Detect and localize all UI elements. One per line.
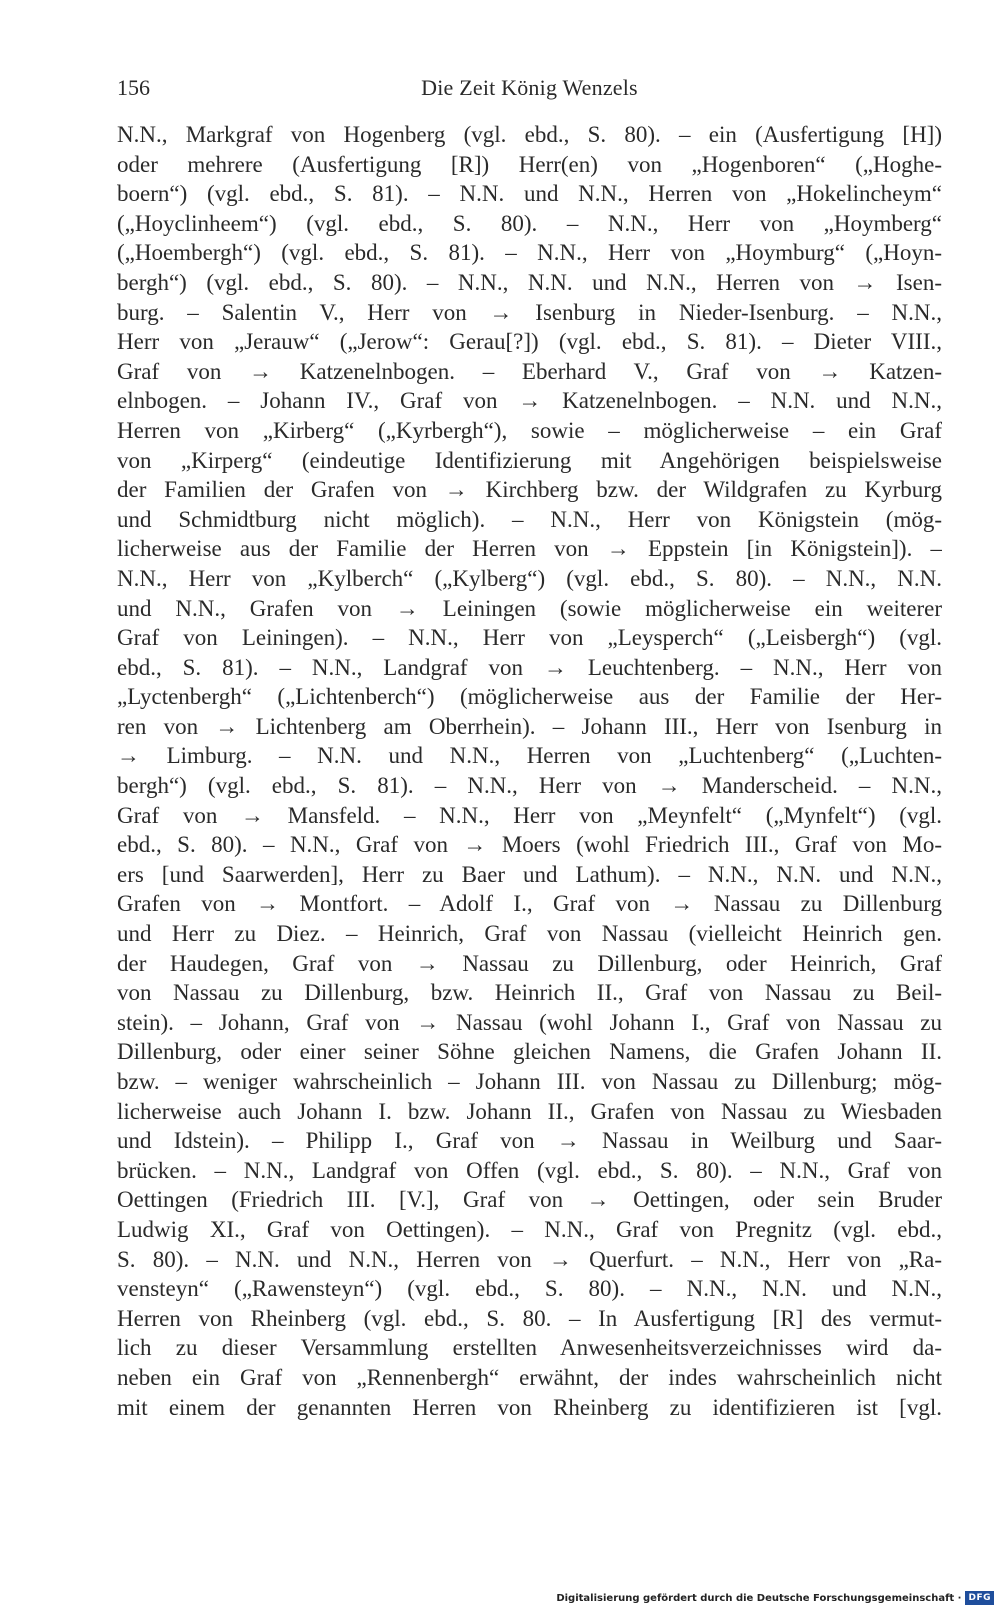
- text-line: Herr von „Jerauw“ („Jerow“: Gerau[?]) (vgl. ebd., S. 81). – Dieter VIII.,: [117, 329, 942, 355]
- text-line: N.N., Herr von „Kylberch“ („Kylberg“) (vgl. ebd., S. 80). – N.N., N.N.: [117, 565, 942, 591]
- text-line: Graf von → Katzenelnbogen. – Eberhard V., Graf von → Katzen-: [117, 358, 942, 384]
- text-line: Dillenburg, oder einer seiner Söhne gleichen Namens, die Grafen Johann II.: [117, 1039, 942, 1065]
- text-line: („Hoyclinheem“) (vgl. ebd., S. 80). – N.N., Herr von „Hoymberg“: [117, 210, 942, 236]
- text-line: von Nassau zu Dillenburg, bzw. Heinrich II., Graf von Nassau zu Beil-: [117, 980, 942, 1006]
- text-line: bergh“) (vgl. ebd., S. 81). – N.N., Herr von → Manderscheid. – N.N.,: [117, 773, 942, 799]
- text-line: licherweise aus der Familie der Herren von → Eppstein [in Königstein]). –: [117, 536, 942, 562]
- text-line: boern“) (vgl. ebd., S. 81). – N.N. und N.N., Herren von „Hokelincheym“: [117, 181, 942, 207]
- text-line: bergh“) (vgl. ebd., S. 80). – N.N., N.N. und N.N., Herren von → Isen-: [117, 269, 942, 295]
- text-line: oder mehrere (Ausfertigung [R]) Herr(en) von „Hogenboren“ („Hoghe-: [117, 151, 942, 177]
- text-line: und Herr zu Diez. – Heinrich, Graf von Nassau (vielleicht Heinrich gen.: [117, 921, 942, 947]
- text-line: elnbogen. – Johann IV., Graf von → Katzenelnbogen. – N.N. und N.N.,: [117, 388, 942, 414]
- text-line: und Idstein). – Philipp I., Graf von → Nassau in Weilburg und Saar-: [117, 1128, 942, 1154]
- text-line: ren von → Lichtenberg am Oberrhein). – Johann III., Herr von Isenburg in: [117, 713, 942, 739]
- text-line: der Haudegen, Graf von → Nassau zu Dillenburg, oder Heinrich, Graf: [117, 950, 942, 976]
- text-line: Grafen von → Montfort. – Adolf I., Graf von → Nassau zu Dillenburg: [117, 891, 942, 917]
- text-line: von „Kirperg“ (eindeutige Identifizierung mit Angehörigen beispielsweise: [117, 447, 942, 473]
- digitization-credit: [556, 1591, 994, 1605]
- text-line: bzw. – weniger wahrscheinlich – Johann III. von Nassau zu Dillenburg; mög-: [117, 1069, 942, 1094]
- text-line: brücken. – N.N., Landgraf von Offen (vgl. ebd., S. 80). – N.N., Graf von: [117, 1157, 942, 1183]
- text-line: ebd., S. 80). – N.N., Graf von → Moers (wohl Friedrich III., Graf von Mo-: [117, 832, 942, 858]
- text-line: Ludwig XI., Graf von Oettingen). – N.N., Graf von Pregnitz (vgl. ebd.,: [117, 1216, 942, 1242]
- text-line: Herren von „Kirberg“ („Kyrbergh“), sowie – möglicherweise – ein Graf: [117, 417, 942, 443]
- text-line: burg. – Salentin V., Herr von → Isenburg in Nieder-Isenburg. – N.N.,: [117, 299, 942, 325]
- running-title: Die Zeit König Wenzels: [421, 75, 638, 100]
- text-line: Herren von Rheinberg (vgl. ebd., S. 80. – In Ausfertigung [R] des vermut-: [117, 1305, 942, 1331]
- text-line: ers [und Saarwerden], Herr zu Baer und Lathum). – N.N., N.N. und N.N.,: [117, 861, 942, 887]
- text-line: lich zu dieser Versammlung erstellten Anwesenheitsverzeichnisses wird da-: [117, 1335, 942, 1361]
- text-line: und N.N., Grafen von → Leiningen (sowie möglicherweise ein weiterer: [117, 595, 942, 621]
- text-line: „Lyctenbergh“ („Lichtenberch“) (möglicherweise aus der Familie der Her-: [117, 684, 942, 710]
- text-line: stein). – Johann, Graf von → Nassau (wohl Johann I., Graf von Nassau zu: [117, 1009, 942, 1035]
- text-line: S. 80). – N.N. und N.N., Herren von → Querfurt. – N.N., Herr von „Ra-: [117, 1246, 942, 1272]
- text-line: Graf von Leiningen). – N.N., Herr von „Leysperch“ („Leisbergh“) (vgl.: [117, 625, 942, 651]
- text-line: mit einem der genannten Herren von Rheinberg zu identifizieren ist [vgl.: [117, 1394, 942, 1420]
- dfg-logo: DFG: [965, 1591, 994, 1605]
- text-line: der Familien der Grafen von → Kirchberg bzw. der Wildgrafen zu Kyrburg: [117, 477, 942, 503]
- page-header: [117, 68, 942, 108]
- text-line: vensteyn“ („Rawensteyn“) (vgl. ebd., S. 80). – N.N., N.N. und N.N.,: [117, 1276, 942, 1302]
- text-line: neben ein Graf von „Rennenbergh“ erwähnt, der indes wahrscheinlich nicht: [117, 1364, 942, 1390]
- page-number: 156: [117, 75, 150, 100]
- text-line: → Limburg. – N.N. und N.N., Herren von „Luchtenberg“ („Luchten-: [117, 743, 942, 769]
- text-line: Graf von → Mansfeld. – N.N., Herr von „Meynfelt“ („Mynfelt“) (vgl.: [117, 802, 942, 828]
- text-line: Oettingen (Friedrich III. [V.], Graf von → Oettingen, oder sein Bruder: [117, 1187, 942, 1213]
- text-line: licherweise auch Johann I. bzw. Johann II., Grafen von Nassau zu Wiesbaden: [117, 1098, 942, 1124]
- body-text: [117, 120, 942, 1422]
- text-line: N.N., Markgraf von Hogenberg (vgl. ebd., S. 80). – ein (Ausfertigung [H]): [117, 122, 942, 147]
- credit-text: Digitalisierung gefördert durch die Deutsche Forschungsgemeinschaft ·: [556, 1592, 962, 1604]
- text-line: und Schmidtburg nicht möglich). – N.N., Herr von Königstein (mög-: [117, 506, 942, 532]
- text-line: („Hoembergh“) (vgl. ebd., S. 81). – N.N., Herr von „Hoymburg“ („Hoyn-: [117, 240, 942, 266]
- text-line: ebd., S. 81). – N.N., Landgraf von → Leuchtenberg. – N.N., Herr von: [117, 654, 942, 680]
